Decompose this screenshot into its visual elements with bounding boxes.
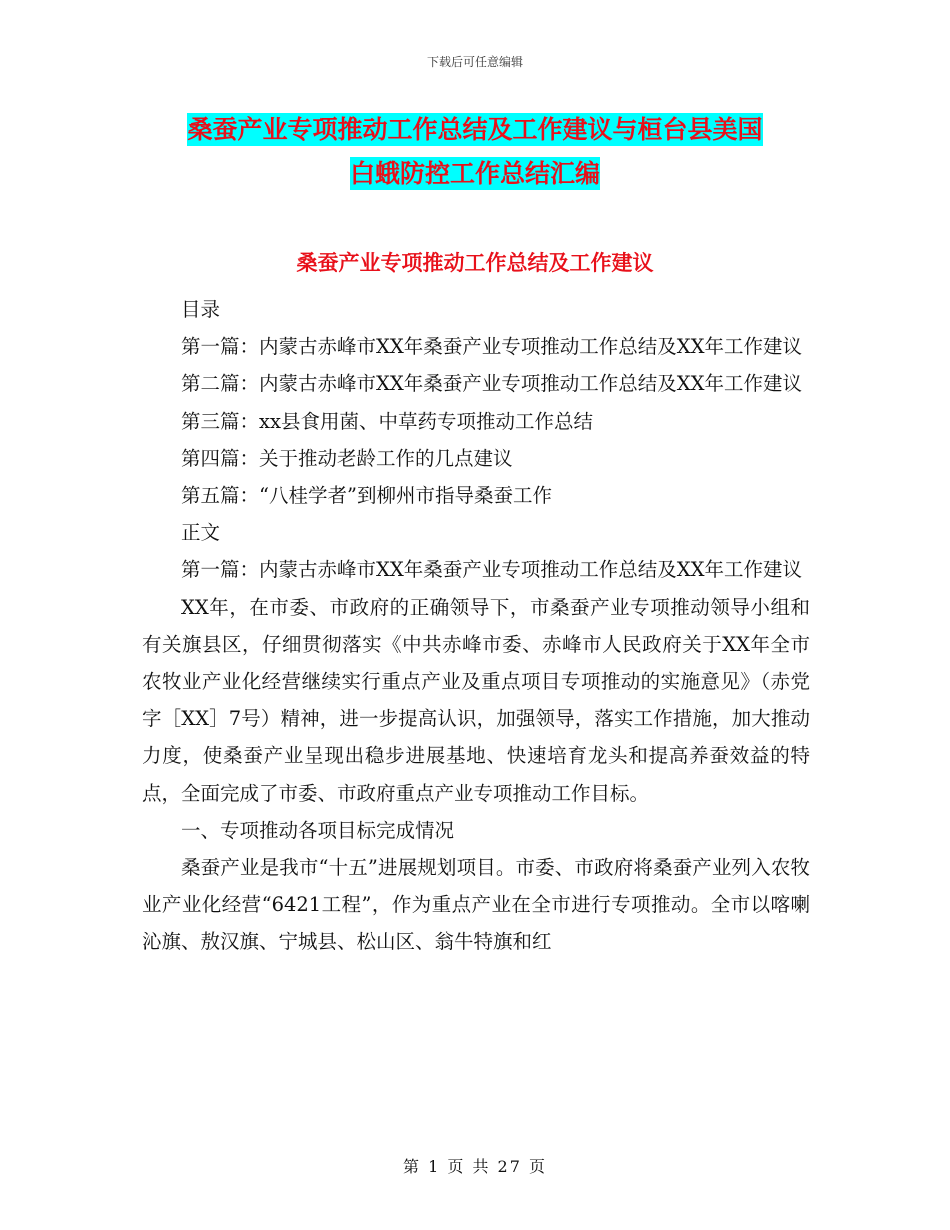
paragraph: XX年，在市委、市政府的正确领导下，市桑蚕产业专项推动领导小组和有关旗县区，仔细贯彻落实《中共赤峰市委、赤峰市人民政府关于XX年全市农牧业产业化经营继续实行重点产业及重点项目专项推动的实施意见》（赤党字［XX］7号）精神，进一步提高认识，加强领导，落实工作措施，加大推动力度，使桑蚕产业呈现出稳步进展基地、快速培育龙头和提高养蚕效益的特点，全面完成了市委、市政府重点产业专项推动工作目标。 bbox=[142, 595, 810, 805]
document-title bbox=[0, 108, 950, 196]
paragraph: 第二篇：内蒙古赤峰市XX年桑蚕产业专项推动工作总结及XX年工作建议 bbox=[181, 372, 803, 396]
paragraph: 桑蚕产业是我市“十五”进展规划项目。市委、市政府将桑蚕产业列入农牧业产业化经营“6421工程”，作为重点产业在全市进行专项推动。全市以喀喇沁旗、敖汉旗、宁城县、松山区、翁牛特旗和红 bbox=[142, 856, 810, 954]
document-body bbox=[142, 291, 810, 961]
title-line-1: 桑蚕产业专项推动工作总结及工作建议与桓台县美国 bbox=[187, 115, 763, 144]
paragraph: 第三篇：xx县食用菌、中草药专项推动工作总结 bbox=[181, 409, 593, 433]
page-footer: 第 1 页 共 27 页 bbox=[403, 1157, 547, 1176]
paragraph: 目录 bbox=[181, 298, 221, 321]
section-title: 桑蚕产业专项推动工作总结及工作建议 bbox=[296, 251, 654, 275]
header-note: 下载后可任意编辑 bbox=[426, 55, 523, 69]
paragraph: 第五篇：“八桂学者”到柳州市指导桑蚕工作 bbox=[181, 484, 552, 508]
paragraph: 第一篇：内蒙古赤峰市XX年桑蚕产业专项推动工作总结及XX年工作建议 bbox=[181, 558, 803, 582]
paragraph: 第一篇：内蒙古赤峰市XX年桑蚕产业专项推动工作总结及XX年工作建议 bbox=[181, 335, 803, 359]
paragraph: 一、专项推动各项目标完成情况 bbox=[181, 818, 455, 842]
paragraph: 第四篇：关于推动老龄工作的几点建议 bbox=[181, 446, 513, 470]
title-line-2: 白蛾防控工作总结汇编 bbox=[349, 159, 600, 188]
paragraph: 正文 bbox=[181, 521, 221, 545]
